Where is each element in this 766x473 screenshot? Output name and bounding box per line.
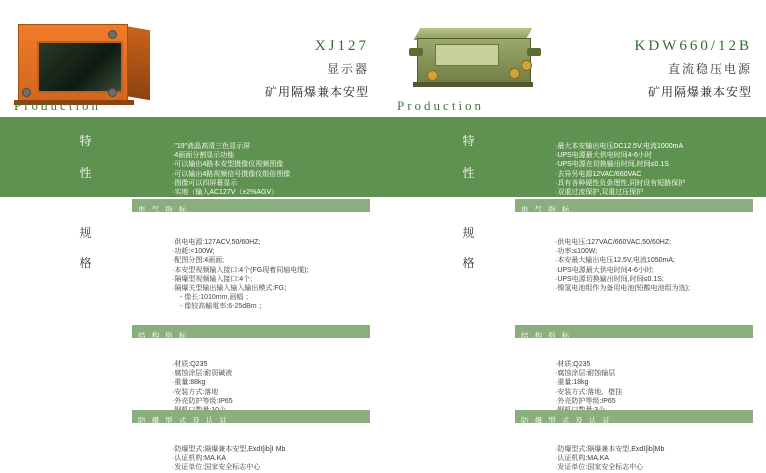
section-header-electrical-right (515, 199, 753, 212)
section-header-structure-left (132, 325, 370, 338)
section-title: 电 气 指 标 (138, 205, 189, 214)
section-title: 电 气 指 标 (521, 205, 572, 214)
list-item: ·安装方式:落地、壁挂 (555, 388, 623, 396)
list-item: ·具有各种硬性负条理性,同时设有短路保护 (555, 179, 686, 187)
list-item: ·双重过流保护,双重过压保护 (555, 189, 644, 197)
list-item: ·功率:≤100W; (555, 248, 598, 256)
spec-label-left-1: 规 (79, 226, 93, 240)
product-title-block-left (265, 38, 369, 100)
section-title: 防 爆 型 式 及 认 证 (138, 416, 230, 425)
list-item: ·发证单位:国家安全标志中心 (172, 464, 261, 472)
list-item: ·本安最大输出电压12.5V,电流1050mA; (555, 257, 675, 265)
display-unit-knob-icon (108, 88, 117, 97)
list-item: ·4画面分割显示功能 (172, 152, 235, 160)
list-item: ·重量:88kg (172, 379, 206, 387)
display-unit-image (8, 18, 188, 110)
list-item: ·安装方式:落地 (172, 388, 219, 396)
list-item: - 像长:1010mm,画幅 ； (180, 294, 253, 302)
list-item: ·可以输出4路视频信号摄像仪组倍图像 (172, 170, 291, 178)
list-item: ·本安型视频输入接口:4个(FG现着同轴电缆); (172, 266, 309, 274)
product-subtitle-right: 矿用隔爆兼本安型 (647, 85, 752, 99)
product-name-left: 显示器 (326, 62, 369, 76)
certification-list-left (132, 445, 412, 473)
list-item: ·"19"液晶高清三色显示屏 (172, 143, 251, 150)
list-item: ·外壳防护等级:IP65 (555, 397, 616, 405)
list-item: ·供电电压:127VAC/660VAC,50/60HZ; (555, 239, 672, 246)
section-header-certification-left (132, 410, 370, 423)
power-supply-nameplate (435, 44, 499, 66)
display-unit-knob-icon (108, 30, 117, 39)
spec-label-right-2: 格 (462, 256, 476, 270)
cable-port-icon (427, 70, 438, 81)
cable-port-icon (521, 60, 532, 71)
char-label-right-2: 性 (462, 166, 476, 180)
list-item: ·去异另电源12VAC/660VAC (555, 170, 642, 178)
list-item: ·腐蚀涂层:耐弱碱液 (172, 370, 233, 378)
list-item: ·隔爆关型输出输入输入输出模式:FG； (172, 285, 291, 293)
list-item: ·发证单位:国家安全标志中心 (555, 464, 644, 472)
list-item: ·材质:Q235 (555, 361, 591, 368)
spec-label-right-1: 规 (462, 226, 476, 240)
section-title: 防 爆 型 式 及 认 证 (521, 416, 613, 425)
list-item: ·配图分图:4画面; (172, 257, 225, 265)
list-item: ·UPS电源在切换输出时间,时间≤0.1S (555, 161, 669, 169)
section-title: 结 构 指 标 (521, 331, 572, 340)
list-item: ·防爆型式:隔爆兼本安型,ExdⅠ[ib]Mb (555, 446, 665, 453)
power-supply-image (391, 18, 571, 110)
char-label-left-2: 性 (79, 166, 93, 180)
list-item: ·图像可以四屏幕显示 (172, 179, 238, 187)
product-title-block-right (635, 38, 753, 100)
product-column-left (0, 0, 383, 472)
list-item: ·UPS电源最大供电时间4-6小时 (555, 152, 652, 160)
certification-list-right (515, 445, 766, 473)
spec-label-left-2: 格 (79, 256, 93, 270)
list-item: ·隔爆型视频输入接口:4个; (172, 275, 253, 283)
section-header-structure-right (515, 325, 753, 338)
feature-list-left (132, 142, 412, 206)
section-title: 结 构 指 标 (138, 331, 189, 340)
mounting-lug-icon (409, 48, 423, 56)
cable-port-icon (509, 68, 520, 79)
power-supply-base (413, 82, 533, 87)
production-heading-right: Production (397, 98, 485, 113)
section-header-certification-right (515, 410, 753, 423)
feature-list-right (515, 142, 766, 206)
production-heading-left: Production (14, 98, 102, 113)
product-column-right (383, 0, 766, 472)
list-item: ·重量:18kg (555, 379, 589, 387)
list-item: ·功耗:<100W; (172, 248, 215, 256)
list-item: ·外壳防护等级:IP65 (172, 397, 233, 405)
list-item: ·最大本安输出电压DC12.5V,电流1000mA (555, 143, 684, 150)
electrical-list-right (515, 238, 766, 293)
list-item: - 像较高輸電率:6-25dBm ； (180, 303, 266, 311)
section-header-electrical-left (132, 199, 370, 212)
list-item: ·供电电源:127ACV,50/60HZ; (172, 239, 261, 246)
list-item: ·UPS电源最大供电时间4-6小时; (555, 266, 654, 274)
mounting-lug-icon (527, 48, 541, 56)
display-unit-screen (37, 41, 123, 93)
list-item: ·镍氢电池组作为备用电池(铅酸电池组为选); (555, 285, 690, 293)
structure-list-left (132, 360, 412, 415)
product-name-right: 直流稳压电源 (667, 62, 752, 76)
list-item: ·腐蚀涂层:耐蚀输层 (555, 370, 616, 378)
list-item: ·UPS电源切换输出时间,时间≤0.1S; (555, 275, 664, 283)
char-label-right-1: 特 (462, 134, 476, 148)
list-item: ·认证机构:MA.KA (172, 455, 227, 463)
list-item: ·实地（输入AC127V（±2%AGV） (172, 189, 279, 197)
list-item: ·防爆型式:隔爆兼本安型,ExdⅠ[ib]Ⅰ Mb (172, 446, 286, 453)
product-model-left: XJ127 (314, 38, 369, 54)
display-unit-knob-icon (22, 88, 31, 97)
product-model-right: KDW660/12B (634, 38, 752, 54)
char-label-left-1: 特 (79, 134, 93, 148)
structure-list-right (515, 360, 766, 415)
list-item: ·可以输出4路本安型摄像仪视频图像 (172, 161, 284, 169)
list-item: ·认证机构:MA.KA (555, 455, 610, 463)
list-item: ·材质:Q235 (172, 361, 208, 368)
electrical-list-left (132, 238, 412, 312)
product-subtitle-left: 矿用隔爆兼本安型 (264, 85, 369, 99)
